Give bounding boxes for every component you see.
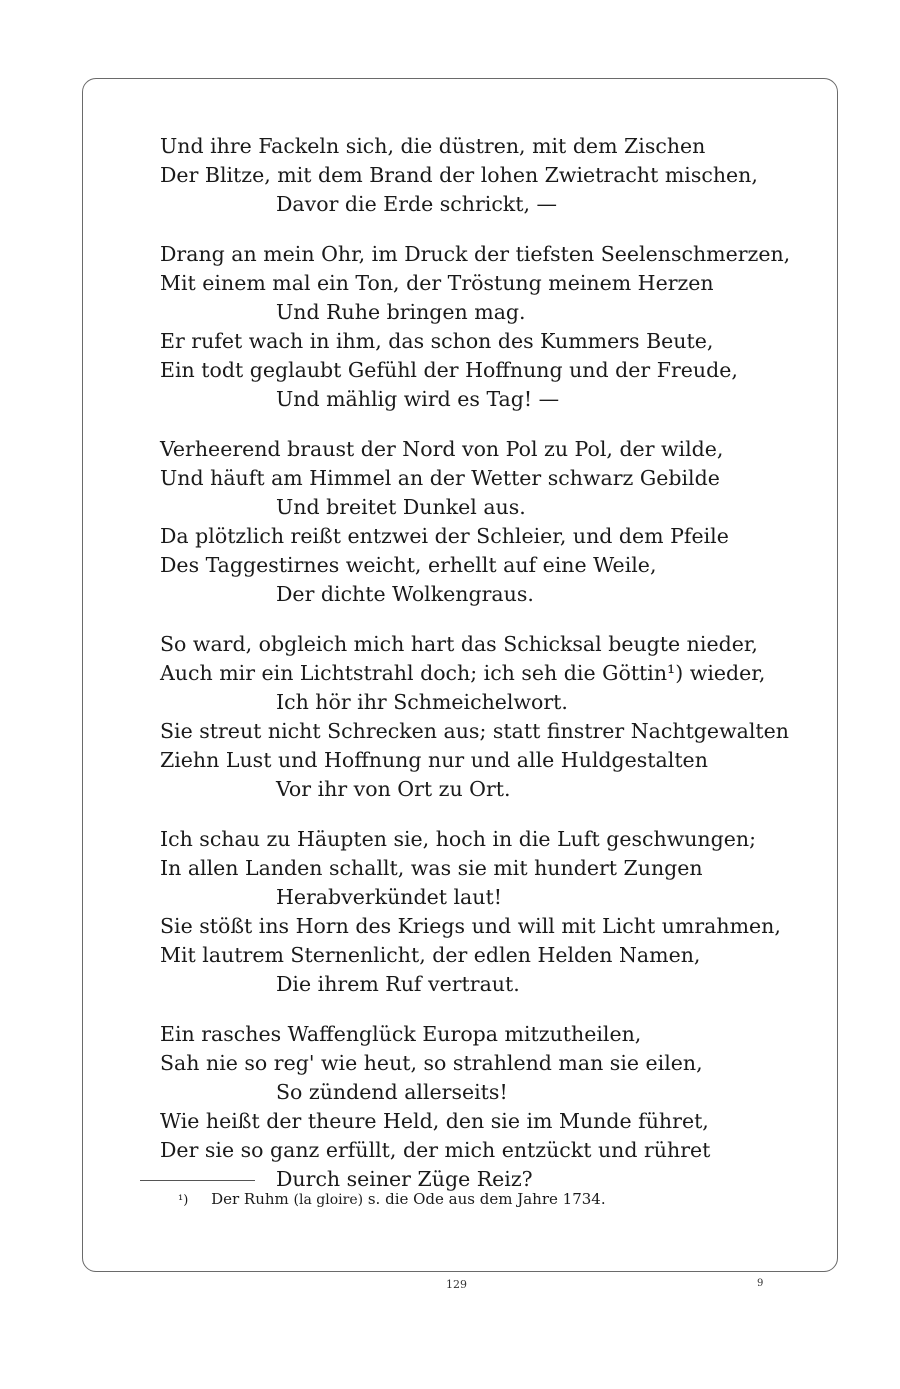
verse-line: Und häuft am Himmel an der Wetter schwarz Gebilde xyxy=(160,466,720,490)
verse-line: Sie stößt ins Horn des Kriegs und will mit Licht umrahmen, xyxy=(160,914,781,938)
verse-line-short: Die ihrem Ruf vertraut. xyxy=(276,972,520,996)
verse-line: Er rufet wach in ihm, das schon des Kummers Beute, xyxy=(160,329,714,353)
verse-line: Da plötzlich reißt entzwei der Schleier, und dem Pfeile xyxy=(160,524,729,548)
stanza-2 xyxy=(160,240,820,414)
verse-line: Ich schau zu Häupten sie, hoch in die Luft geschwungen; xyxy=(160,827,757,851)
stanza-4 xyxy=(160,630,820,804)
footnote-latin: (la gloire) xyxy=(293,1192,364,1208)
verse-line-short: Vor ihr von Ort zu Ort. xyxy=(276,777,511,801)
poem-body xyxy=(160,132,820,1215)
stanza-1 xyxy=(160,132,820,219)
verse-line-short: Und Ruhe bringen mag. xyxy=(276,300,526,324)
footnote-text-b: s. die Ode aus dem Jahre 1734. xyxy=(367,1190,606,1208)
verse-line: In allen Landen schallt, was sie mit hundert Zungen xyxy=(160,856,703,880)
verse-line-short: Ich hör ihr Schmeichelwort. xyxy=(276,690,568,714)
verse-line: Und ihre Fackeln sich, die düstren, mit dem Zischen xyxy=(160,134,706,158)
stanza-3 xyxy=(160,435,820,609)
verse-line: Des Taggestirnes weicht, erhellt auf eine Weile, xyxy=(160,553,657,577)
stanza-6 xyxy=(160,1020,820,1194)
verse-line: Der sie so ganz erfüllt, der mich entzückt und rühret xyxy=(160,1138,711,1162)
verse-line: Ein rasches Waffenglück Europa mitzutheilen, xyxy=(160,1022,642,1046)
verse-line: Sie streut nicht Schrecken aus; statt finstrer Nachtgewalten xyxy=(160,719,789,743)
page-number: 129 xyxy=(446,1278,467,1291)
verse-line-short: Und mählig wird es Tag! — xyxy=(276,387,560,411)
verse-line: Drang an mein Ohr, im Druck der tiefsten Seelenschmerzen, xyxy=(160,242,791,266)
verse-line-short: Durch seiner Züge Reiz? xyxy=(276,1167,533,1191)
signature-mark: 9 xyxy=(757,1278,764,1289)
verse-line-short: Herabverkündet laut! xyxy=(276,885,502,909)
verse-line: So ward, obgleich mich hart das Schicksal beugte nieder, xyxy=(160,632,758,656)
verse-line: Verheerend braust der Nord von Pol zu Pol, der wilde, xyxy=(160,437,724,461)
verse-line: Wie heißt der theure Held, den sie im Munde führet, xyxy=(160,1109,709,1133)
verse-line: Mit lautrem Sternenlicht, der edlen Helden Namen, xyxy=(160,943,701,967)
stanza-5 xyxy=(160,825,820,999)
verse-line-short: Der dichte Wolkengraus. xyxy=(276,582,534,606)
footnote-marker: ¹) xyxy=(178,1193,189,1208)
verse-line: Ziehn Lust und Hoffnung nur und alle Huldgestalten xyxy=(160,748,708,772)
verse-line: Sah nie so reg' wie heut, so strahlend man sie eilen, xyxy=(160,1051,703,1075)
verse-line-short: Davor die Erde schrickt, — xyxy=(276,192,557,216)
footnote-text-a: Der Ruhm xyxy=(211,1190,289,1208)
verse-line-short: So zündend allerseits! xyxy=(276,1080,508,1104)
verse-line: Der Blitze, mit dem Brand der lohen Zwietracht mischen, xyxy=(160,163,758,187)
verse-line: Mit einem mal ein Ton, der Tröstung meinem Herzen xyxy=(160,271,714,295)
footnote xyxy=(178,1190,606,1208)
verse-line: Ein todt geglaubt Gefühl der Hoffnung und der Freude, xyxy=(160,358,738,382)
verse-line-short: Und breitet Dunkel aus. xyxy=(276,495,526,519)
verse-line: Auch mir ein Lichtstrahl doch; ich seh die Göttin¹) wieder, xyxy=(160,661,766,685)
footnote-rule xyxy=(140,1180,255,1181)
